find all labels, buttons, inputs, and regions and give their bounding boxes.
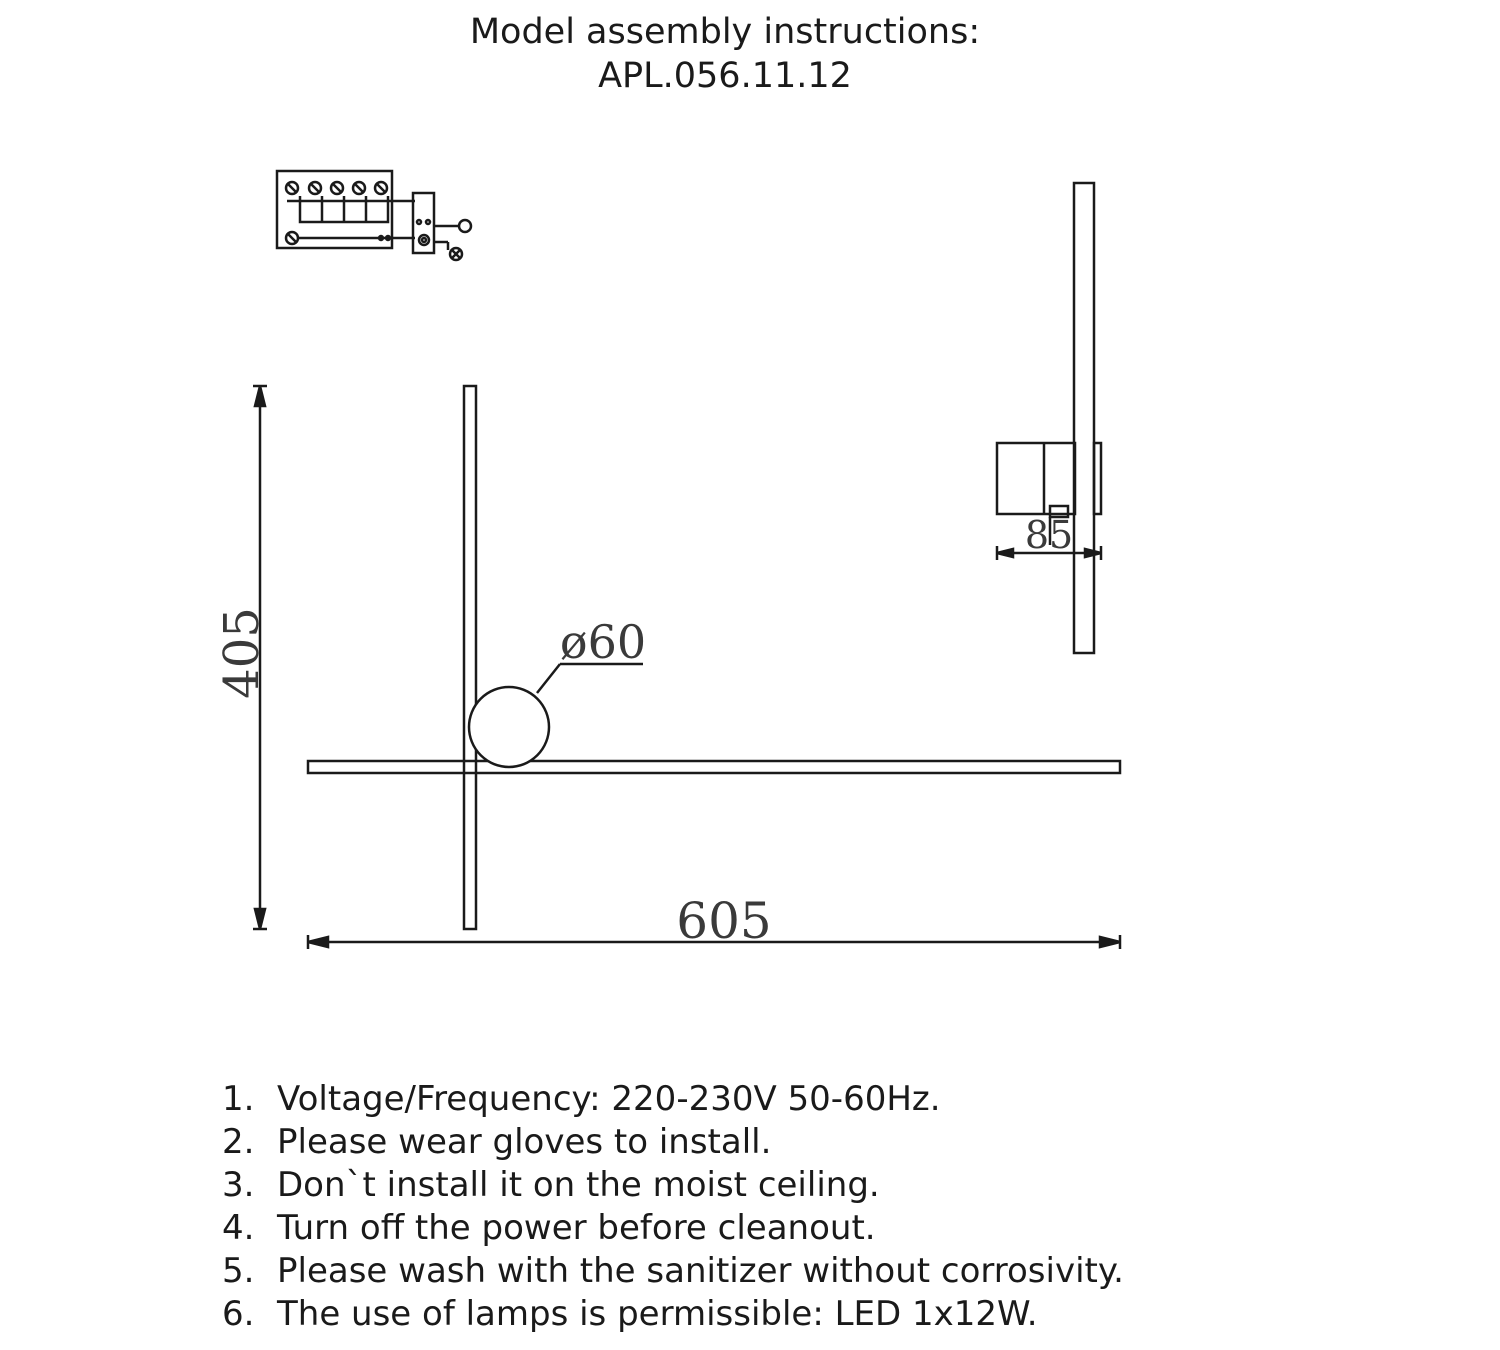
list-item-number: 1.: [222, 1079, 255, 1119]
list-item-number: 3.: [222, 1165, 255, 1205]
list-item: [222, 1293, 1124, 1336]
depth-label: 85: [1024, 513, 1074, 557]
list-item-text: Please wash with the sanitizer without corrosivity.: [277, 1251, 1124, 1291]
model-number: APL.056.11.12: [598, 56, 852, 96]
page-title: Model assembly instructions:: [469, 12, 981, 52]
list-item-text: Voltage/Frequency: 220-230V 50-60Hz.: [277, 1079, 941, 1119]
list-item-number: 5.: [222, 1251, 255, 1291]
terminal-block-diagram: [277, 171, 471, 260]
side-view: [997, 183, 1101, 653]
height-label: 405: [214, 607, 270, 699]
list-item-text: Please wear gloves to install.: [277, 1122, 772, 1162]
vertical-bar: [464, 386, 476, 929]
list-item: [222, 1207, 1124, 1250]
instructions-list: [222, 1078, 1124, 1336]
list-item-text: The use of lamps is permissible: LED 1x12W.: [277, 1294, 1038, 1334]
list-item: [222, 1121, 1124, 1164]
list-item-number: 2.: [222, 1122, 255, 1162]
list-item-text: Turn off the power before cleanout.: [277, 1208, 876, 1248]
list-item: [222, 1078, 1124, 1121]
list-item-text: Don`t install it on the moist ceiling.: [277, 1165, 880, 1205]
horizontal-bar: [308, 761, 1120, 773]
list-item-number: 6.: [222, 1294, 255, 1334]
list-item: [222, 1250, 1124, 1293]
list-item: [222, 1164, 1124, 1207]
width-label: 605: [676, 892, 772, 950]
diameter-label: ø60: [559, 615, 647, 669]
globe-shade: [469, 687, 549, 767]
list-item-number: 4.: [222, 1208, 255, 1248]
